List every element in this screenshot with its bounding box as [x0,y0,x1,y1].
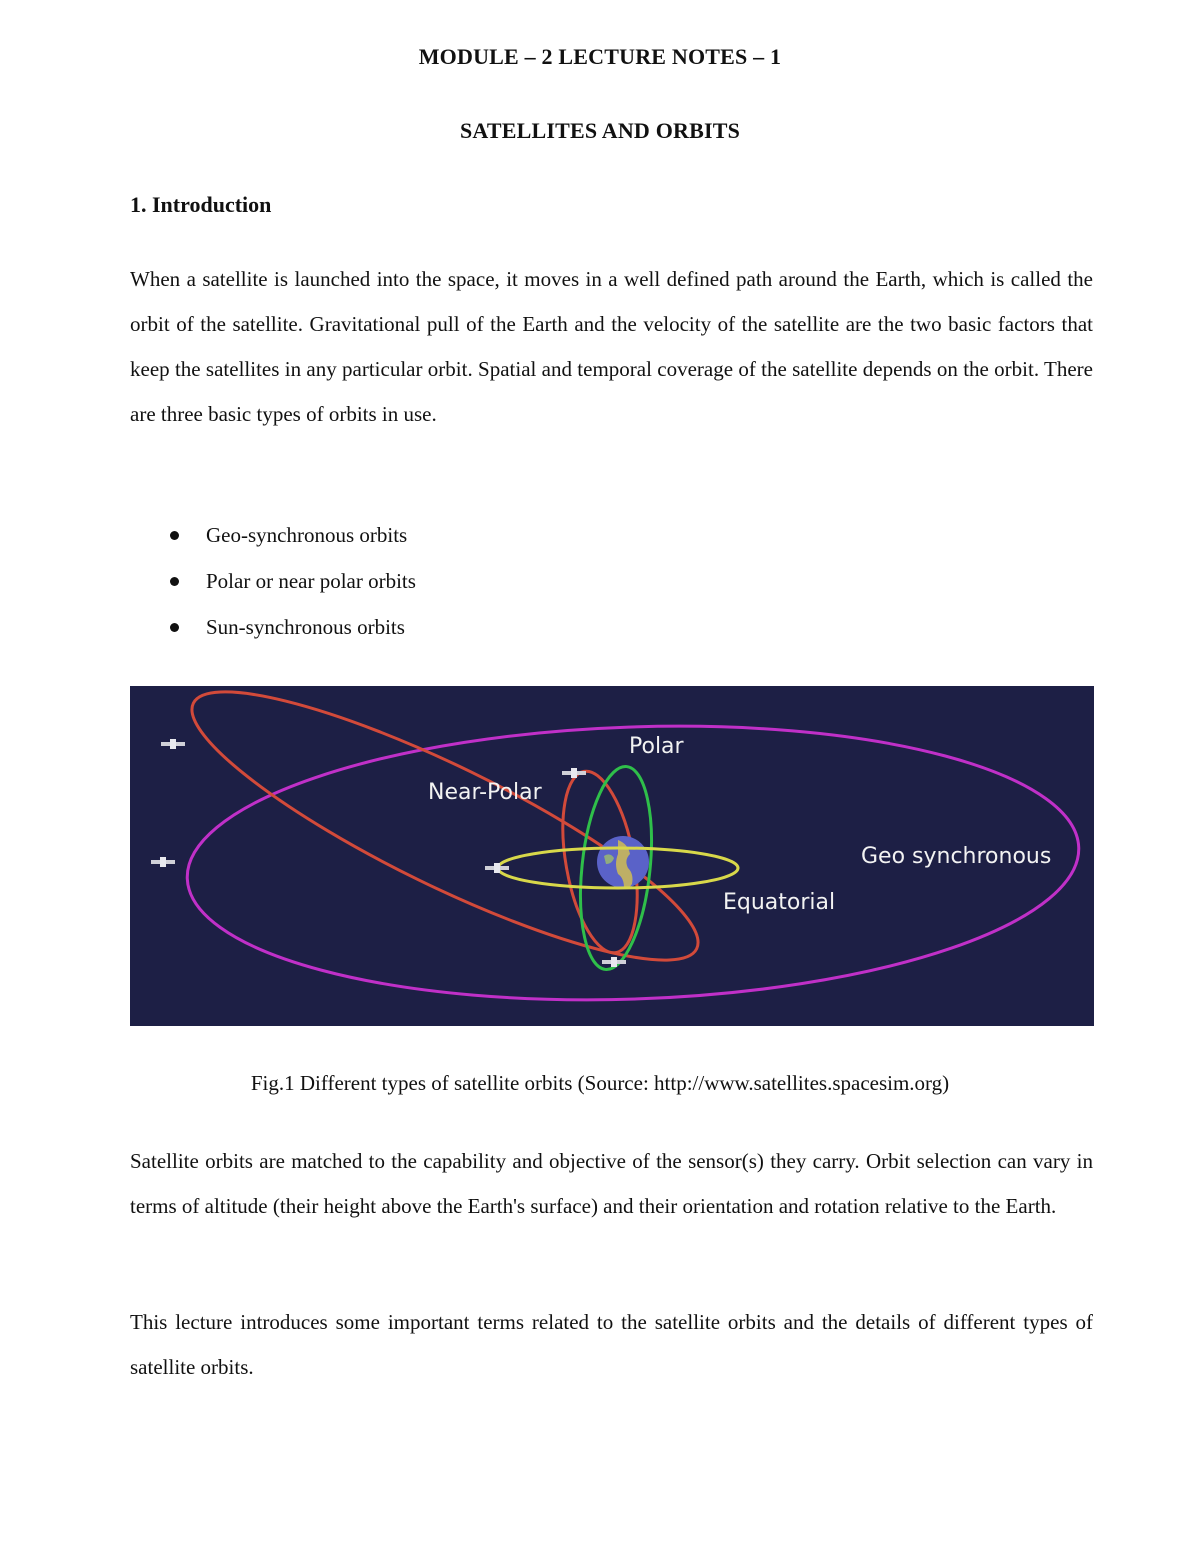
satellite-icon [151,857,175,867]
section-heading: 1. Introduction [130,192,272,217]
near-polar-label: Near-Polar [428,780,542,805]
list-item-text: Polar or near polar orbits [206,569,416,593]
bullet-icon [170,623,179,632]
satellite-icon [562,768,586,778]
geo-synchronous-label: Geo synchronous [861,844,1052,869]
orbit-diagram [130,686,1094,1026]
satellite-icon [485,863,509,873]
module-title: MODULE – 2 LECTURE NOTES – 1 [418,44,782,69]
orbit-types-list [160,512,416,650]
list-item-text: Geo-synchronous orbits [206,523,408,547]
earth-globe-icon [597,836,649,889]
bullet-icon [170,577,179,586]
list-item [160,512,416,558]
bullet-icon [170,531,179,540]
equatorial-label: Equatorial [723,890,836,915]
intro-paragraph: When a satellite is launched into the space, it moves in a well defined path around the Earth, which is called the orbit of the satellite. Gravitational pull of the Earth and the velocity of the satellite are the two basic factors that keep the satellites in any particular orbit. Spatial and temporal coverage of the satellite depends on the orbit. There are three basic types of orbits in use. [130,267,1093,426]
list-item [160,558,416,604]
figure-caption: Fig.1 Different types of satellite orbits (Source: http://www.satellites.spacesim.org) [250,1071,950,1095]
body-paragraph: This lecture introduces some important terms related to the satellite orbits and the details of different types of satellite orbits. [130,1310,1093,1379]
polar-label: Polar [629,734,684,759]
body-paragraph: Satellite orbits are matched to the capability and objective of the sensor(s) they carry. Orbit selection can vary in terms of altitude (their height above the Earth's surface) and their orientation and rotation relative to the Earth. [130,1149,1093,1218]
list-item [160,604,416,650]
document-title: SATELLITES AND ORBITS [459,118,741,143]
orbit-types-figure [130,686,1094,1026]
satellite-icon [161,739,185,749]
list-item-text: Sun-synchronous orbits [206,615,405,639]
